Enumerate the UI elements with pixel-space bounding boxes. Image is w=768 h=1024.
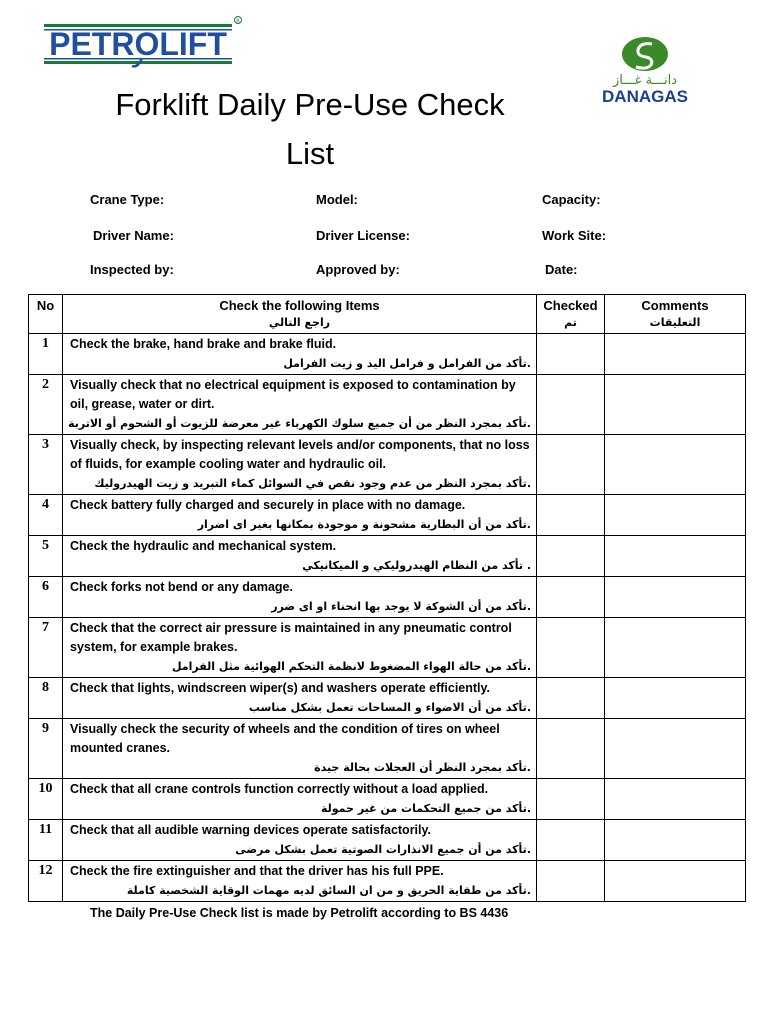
row-item bbox=[63, 375, 537, 435]
table-row bbox=[29, 678, 746, 719]
checked-cell[interactable] bbox=[537, 536, 605, 577]
table-row bbox=[29, 435, 746, 495]
item-ar: .تأكد من جميع التحكمات من غير حمولة bbox=[320, 802, 531, 815]
checked-cell[interactable] bbox=[537, 779, 605, 820]
row-no: 10 bbox=[29, 779, 63, 820]
item-ar: .تأكد بمجرد النظر من عدم وجود نقص في السوائل كماء التبريد و زيت الهيدروليك bbox=[94, 477, 531, 490]
comments-cell[interactable] bbox=[605, 861, 746, 902]
row-no: 6 bbox=[29, 577, 63, 618]
table-row bbox=[29, 536, 746, 577]
item-ar: .تأكد من أن الشوكة لا يوجد بها انحناء او اى ضرر bbox=[271, 600, 531, 613]
petrolift-logo bbox=[40, 14, 245, 76]
item-ar: . تأكد من النظام الهيدروليكي و الميكانيكي bbox=[302, 559, 531, 572]
item-ar: .تأكد من حالة الهواء المضغوط لانظمة التحكم الهوائية مثل الفرامل bbox=[171, 660, 531, 673]
item-en: Check battery fully charged and securely in place with no damage. bbox=[70, 498, 466, 512]
comments-cell[interactable] bbox=[605, 536, 746, 577]
comments-cell[interactable] bbox=[605, 779, 746, 820]
row-no: 8 bbox=[29, 678, 63, 719]
header-items-ar: راجع التالي bbox=[268, 316, 331, 329]
row-item bbox=[63, 435, 537, 495]
row-item bbox=[63, 495, 537, 536]
header-checked bbox=[537, 295, 605, 334]
table-row bbox=[29, 334, 746, 375]
item-ar: .تأكد بمجرد النظر أن العجلات بحالة جيدة bbox=[314, 761, 531, 774]
checked-cell[interactable] bbox=[537, 577, 605, 618]
checked-cell[interactable] bbox=[537, 678, 605, 719]
table-row bbox=[29, 779, 746, 820]
row-item bbox=[63, 618, 537, 678]
item-en: Visually check the security of wheels and the condition of tires on wheel mounted cranes. bbox=[70, 722, 500, 755]
row-item bbox=[63, 577, 537, 618]
row-no: 4 bbox=[29, 495, 63, 536]
header-items bbox=[63, 295, 537, 334]
danagas-logo-text: DANAGAS bbox=[602, 87, 688, 106]
table-row bbox=[29, 375, 746, 435]
checked-cell[interactable] bbox=[537, 435, 605, 495]
row-item bbox=[63, 678, 537, 719]
work-site-label: Work Site: bbox=[542, 228, 607, 243]
petrolift-logo-text: PETROLIFT bbox=[49, 26, 227, 62]
comments-cell[interactable] bbox=[605, 678, 746, 719]
row-no: 11 bbox=[29, 820, 63, 861]
crane-type-label: Crane Type: bbox=[90, 192, 165, 207]
header-comments-en: Comments bbox=[641, 298, 709, 313]
comments-cell[interactable] bbox=[605, 375, 746, 435]
row-item bbox=[63, 820, 537, 861]
header-no: No bbox=[29, 295, 63, 334]
comments-cell[interactable] bbox=[605, 618, 746, 678]
row-item bbox=[63, 779, 537, 820]
header-checked-ar: تم bbox=[564, 316, 577, 329]
item-ar: .تأكد من الفرامل و فرامل اليد و زيت الفرامل bbox=[283, 357, 531, 370]
item-en: Check that lights, windscreen wiper(s) and washers operate efficiently. bbox=[70, 681, 491, 695]
checked-cell[interactable] bbox=[537, 861, 605, 902]
checklist-header-row bbox=[29, 295, 746, 334]
table-row bbox=[29, 495, 746, 536]
table-row bbox=[29, 820, 746, 861]
checked-cell[interactable] bbox=[537, 334, 605, 375]
row-no: 1 bbox=[29, 334, 63, 375]
item-en: Visually check, by inspecting relevant levels and/or components, that no loss of fluids, for example cooling water and hydraulic oil. bbox=[70, 438, 530, 471]
danagas-logo-arabic: دانـــة غـــاز bbox=[612, 73, 678, 88]
table-row bbox=[29, 618, 746, 678]
row-no: 2 bbox=[29, 375, 63, 435]
model-label: Model: bbox=[316, 192, 358, 207]
row-item bbox=[63, 536, 537, 577]
table-row bbox=[29, 861, 746, 902]
checklist-table bbox=[28, 294, 746, 902]
svg-text:R: R bbox=[236, 18, 240, 25]
checked-cell[interactable] bbox=[537, 495, 605, 536]
item-en: Check the fire extinguisher and that the driver has his full PPE. bbox=[70, 864, 444, 878]
item-ar: .تأكد بمجرد النظر من أن جميع سلوك الكهرباء غير معرضة للزيوت أو الشحوم أو الاتربة bbox=[68, 417, 531, 430]
item-en: Check the brake, hand brake and brake fluid. bbox=[70, 337, 337, 351]
driver-name-label: Driver Name: bbox=[93, 228, 174, 243]
row-no: 12 bbox=[29, 861, 63, 902]
row-item bbox=[63, 334, 537, 375]
comments-cell[interactable] bbox=[605, 435, 746, 495]
row-no: 5 bbox=[29, 536, 63, 577]
driver-license-label: Driver License: bbox=[316, 228, 410, 243]
title-line-2: List bbox=[285, 136, 335, 171]
header-checked-en: Checked bbox=[543, 298, 598, 313]
item-ar: .تأكد من طفاية الحريق و من ان السائق لديه مهمات الوقاية الشخصية كاملة bbox=[126, 884, 531, 897]
item-ar: .تأكد من أن البطارية مشحونة و موجودة بمكانها بغير اى اضرار bbox=[197, 518, 531, 531]
row-no: 7 bbox=[29, 618, 63, 678]
item-ar: .تأكد من أن جميع الانذارات الصوتية تعمل بشكل مرضى bbox=[235, 843, 531, 856]
checked-cell[interactable] bbox=[537, 618, 605, 678]
header-items-en: Check the following Items bbox=[219, 298, 380, 313]
item-en: Check that all crane controls function correctly without a load applied. bbox=[70, 782, 489, 796]
page-title bbox=[80, 80, 540, 178]
table-row bbox=[29, 577, 746, 618]
item-en: Visually check that no electrical equipment is exposed to contamination by oil, grease, water or dirt. bbox=[70, 378, 516, 411]
comments-cell[interactable] bbox=[605, 820, 746, 861]
item-en: Check forks not bend or any damage. bbox=[70, 580, 293, 594]
header-comments-ar: التعليقات bbox=[649, 316, 701, 329]
inspected-by-label: Inspected by: bbox=[90, 262, 174, 277]
row-item bbox=[63, 719, 537, 779]
date-label: Date: bbox=[545, 262, 578, 277]
approved-by-label: Approved by: bbox=[316, 262, 400, 277]
item-ar: .تأكد من أن الاضواء و المساحات تعمل بشكل مناسب bbox=[248, 701, 531, 714]
comments-cell[interactable] bbox=[605, 577, 746, 618]
title-line-1: Forklift Daily Pre-Use Check bbox=[115, 87, 505, 122]
table-row bbox=[29, 719, 746, 779]
comments-cell[interactable] bbox=[605, 495, 746, 536]
footer-note: The Daily Pre-Use Check list is made by Petrolift according to BS 4436 bbox=[90, 906, 509, 920]
comments-cell[interactable] bbox=[605, 334, 746, 375]
item-en: Check that all audible warning devices operate satisfactorily. bbox=[70, 823, 431, 837]
checked-cell[interactable] bbox=[537, 719, 605, 779]
row-item bbox=[63, 861, 537, 902]
danagas-logo bbox=[584, 36, 709, 108]
item-en: Check that the correct air pressure is maintained in any pneumatic control system, for example brakes. bbox=[70, 621, 512, 654]
checked-cell[interactable] bbox=[537, 820, 605, 861]
row-no: 9 bbox=[29, 719, 63, 779]
item-en: Check the hydraulic and mechanical system. bbox=[70, 539, 337, 553]
header-comments bbox=[605, 295, 746, 334]
capacity-label: Capacity: bbox=[542, 192, 601, 207]
checked-cell[interactable] bbox=[537, 375, 605, 435]
comments-cell[interactable] bbox=[605, 719, 746, 779]
row-no: 3 bbox=[29, 435, 63, 495]
